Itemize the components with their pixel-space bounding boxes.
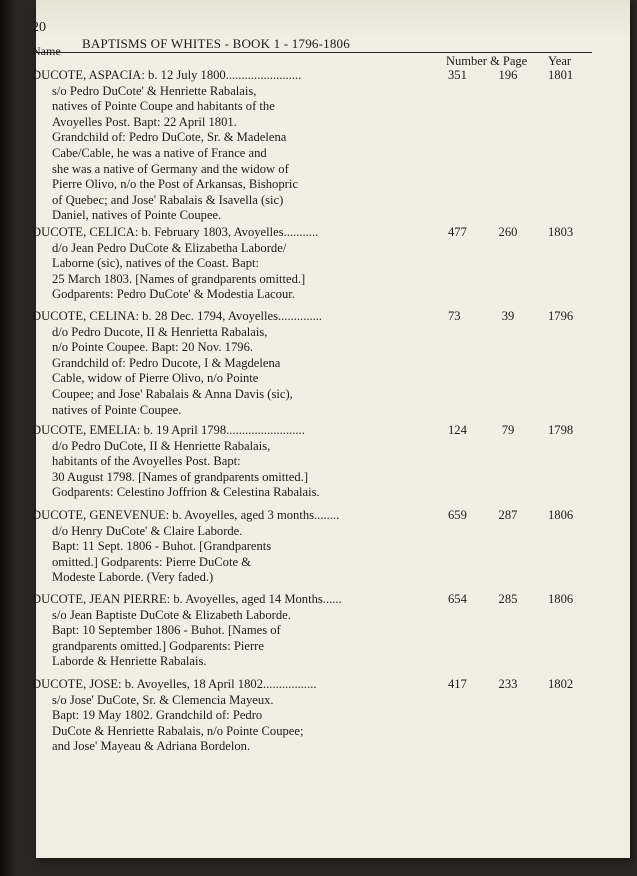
entry-page: 285 (498, 592, 518, 606)
entry-page: 287 (498, 508, 518, 522)
entry-detail-line: Laborde & Henriette Rabalais. (52, 654, 207, 669)
baptism-entry (32, 423, 592, 501)
baptism-entry (32, 68, 592, 224)
entry-detail-line: Coupee; and Jose' Rabalais & Anna Davis (sic), (52, 386, 293, 401)
entry-detail-line: omitted.] Godparents: Pierre DuCote & (52, 554, 252, 569)
entry-detail-line: 25 March 1803. [Names of grandparents omitted.] (52, 271, 306, 286)
baptism-entry (32, 677, 592, 755)
entry-page: 196 (498, 68, 518, 82)
entry-detail-line: Cabe/Cable, he was a native of France and (52, 145, 267, 160)
entry-detail-line: Bapt: 11 Sept. 1806 - Buhot. [Grandparents (52, 539, 272, 554)
entry-detail-line: Modeste Laborde. (Very faded.) (52, 570, 214, 585)
entry-detail-line: Daniel, natives of Pointe Coupee. (52, 208, 222, 223)
entry-detail-line: d/o Jean Pedro DuCote & Elizabetha Laborde/ (52, 240, 287, 255)
entry-detail-line: d/o Pedro DuCote, II & Henriette Rabalais, (52, 438, 271, 453)
entry-detail-line: Godparents: Celestino Joffrion & Celestina Rabalais. (52, 485, 320, 500)
entry-year: 1801 (548, 68, 574, 82)
entry-year: 1803 (548, 225, 574, 239)
entry-detail-line: grandparents omitted.] Godparents: Pierre (52, 638, 264, 653)
baptism-entry (32, 508, 592, 586)
entry-detail-line: Godparents: Pedro DuCote' & Modestia Lacour. (52, 287, 295, 302)
entry-year: 1806 (548, 592, 574, 606)
column-header-name: Name (32, 44, 61, 58)
entry-detail-line: Grandchild of: Pedro Ducote, I & Magdelena (52, 355, 281, 370)
entry-year: 1796 (548, 309, 574, 323)
baptism-entry (32, 225, 592, 303)
entry-name-line: DUCOTE, JOSE: b. Avoyelles, 18 April 1802................. (32, 677, 317, 691)
entry-detail-line: natives of Pointe Coupee. (52, 402, 182, 417)
entry-name-line: DUCOTE, JEAN PIERRE: b. Avoyelles, aged 14 Months...... (32, 592, 342, 606)
entry-detail-line: 30 August 1798. [Names of grandparents omitted.] (52, 469, 309, 484)
entry-page: 233 (498, 677, 518, 691)
book-spine-shadow (0, 0, 16, 876)
entry-name-line: DUCOTE, CELINA: b. 28 Dec. 1794, Avoyelles.............. (32, 309, 323, 323)
entry-page: 79 (501, 423, 515, 437)
column-header-number-page: Number & Page (446, 54, 528, 68)
entry-name-line: DUCOTE, ASPACIA: b. 12 July 1800........................ (32, 68, 302, 82)
entry-detail-line: s/o Jean Baptiste DuCote & Elizabeth Laborde. (52, 607, 291, 622)
baptism-entry (32, 309, 592, 418)
entry-detail-line: Bapt: 19 May 1802. Grandchild of: Pedro (52, 708, 263, 723)
entry-detail-line: Pierre Olivo, n/o the Post of Arkansas, Bishopric (52, 177, 298, 192)
entry-year: 1802 (548, 677, 574, 691)
entry-detail-line: Grandchild of: Pedro DuCote, Sr. & Madelena (52, 130, 287, 145)
entry-name-line: DUCOTE, EMELIA: b. 19 April 1798......................... (32, 423, 305, 437)
entry-number: 477 (448, 225, 467, 239)
entry-detail-line: d/o Henry DuCote' & Claire Laborde. (52, 523, 243, 538)
entry-year: 1798 (548, 423, 574, 437)
entry-detail-line: natives of Pointe Coupe and habitants of the (52, 99, 275, 114)
entry-number: 73 (448, 309, 461, 323)
book-title: BAPTISMS OF WHITES - BOOK 1 - 1796-1806 (82, 36, 350, 51)
entry-number: 351 (448, 68, 467, 82)
entry-detail-line: s/o Jose' DuCote, Sr. & Clemencia Mayeux. (52, 692, 274, 707)
entry-detail-line: and Jose' Mayeau & Adriana Bordelon. (52, 739, 251, 754)
entry-detail-line: she was a native of Germany and the widow of (52, 161, 289, 176)
column-header-year: Year (548, 54, 572, 68)
entry-detail-line: s/o Pedro DuCote' & Henriette Rabalais, (52, 83, 257, 98)
page-header (32, 18, 592, 68)
entry-detail-line: Bapt: 10 September 1806 - Buhot. [Names of (52, 623, 281, 638)
entry-detail-line: DuCote & Henriette Rabalais, n/o Pointe Coupee; (52, 723, 304, 738)
entry-name-line: DUCOTE, GENEVENUE: b. Avoyelles, aged 3 months........ (32, 508, 340, 522)
entry-detail-line: Laborne (sic), natives of the Coast. Bapt: (52, 256, 260, 271)
entry-number: 659 (448, 508, 467, 522)
entry-name-line: DUCOTE, CELICA: b. February 1803, Avoyelles........... (32, 225, 319, 239)
entry-number: 124 (448, 423, 467, 437)
entry-detail-line: habitants of the Avoyelles Post. Bapt: (52, 454, 241, 469)
entry-page: 260 (498, 225, 518, 239)
page-number: 20 (32, 20, 46, 35)
entry-number: 654 (448, 592, 467, 606)
entry-year: 1806 (548, 508, 574, 522)
header-rule (32, 52, 592, 53)
entry-page: 39 (501, 309, 515, 323)
entry-detail-line: Avoyelles Post. Bapt: 22 April 1801. (52, 114, 237, 129)
entry-detail-line: Cable, widow of Pierre Olivo, n/o Pointe (52, 371, 259, 386)
entry-detail-line: d/o Pedro Ducote, II & Henrietta Rabalais, (52, 324, 268, 339)
entry-detail-line: n/o Pointe Coupee. Bapt: 20 Nov. 1796. (52, 340, 254, 355)
entry-number: 417 (448, 677, 467, 691)
entry-detail-line: of Quebec; and Jose' Rabalais & Isavella (sic) (52, 192, 284, 207)
baptism-entry (32, 592, 592, 670)
